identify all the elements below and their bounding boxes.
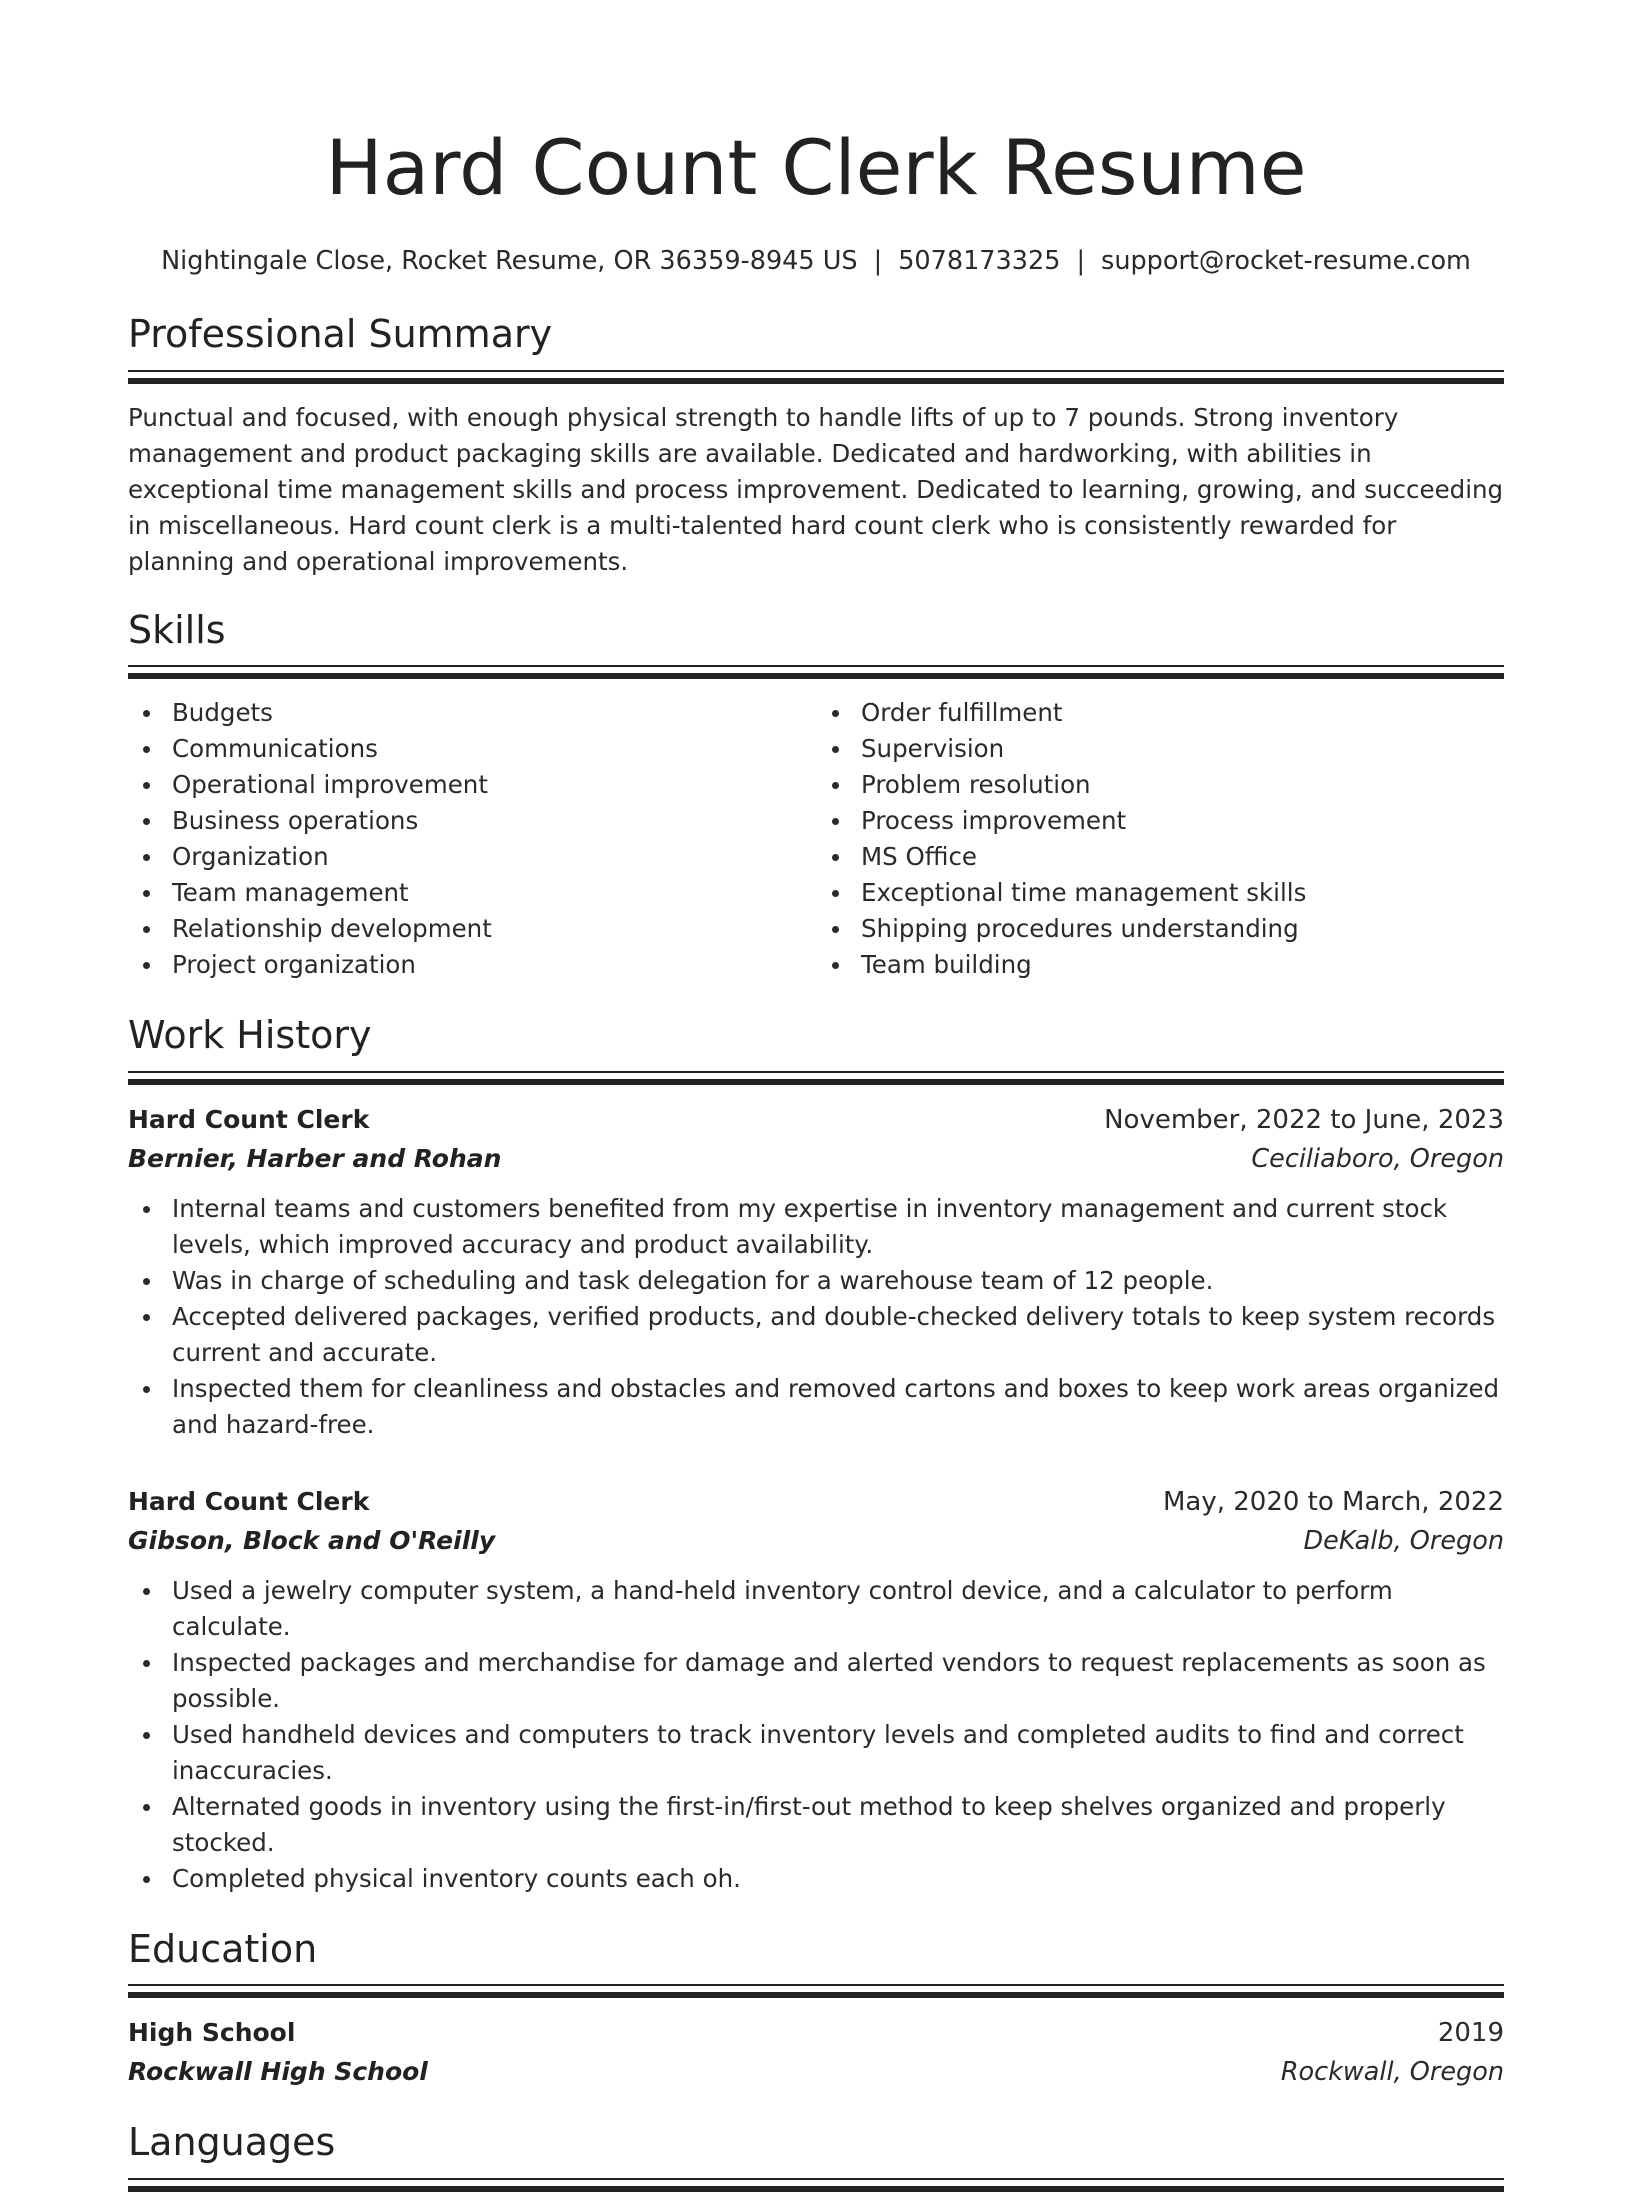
skill-item: Team building [817,947,1504,983]
resume-page [128,0,1504,2192]
education-heading: Education [128,1926,318,1971]
job-bullet: Completed physical inventory counts each oh. [128,1861,1504,1897]
job-bullets [128,1191,1504,1443]
contact-line [128,246,1504,276]
skills-list [128,695,1504,983]
languages-heading: Languages [128,2120,336,2165]
page-title: Hard Count Clerk Resume [325,123,1307,212]
skill-item: Budgets [128,695,815,731]
email-link[interactable]: support@rocket-resume.com [1101,246,1471,276]
summary-heading: Professional Summary [128,312,553,356]
skills-column-right [815,695,1504,983]
work-history-section [128,1013,1504,1897]
graduation-year: 2019 [1437,2018,1504,2049]
section-divider [128,370,1504,384]
education-header-row [128,2014,1504,2052]
job-bullet: Internal teams and customers benefited from my expertise in inventory management and current stock levels, which improved accuracy and product availability. [128,1191,1504,1263]
skill-item: Shipping procedures understanding [817,911,1504,947]
education-section [128,1927,1504,2093]
skill-item: Communications [128,731,815,767]
skill-item: Problem resolution [817,767,1504,803]
job-header-row [128,1101,1504,1139]
address: Nightingale Close, Rocket Resume, OR 36359-8945 US [161,246,858,276]
job-dates: November, 2022 to June, 2023 [1104,1104,1504,1135]
job-location: DeKalb, Oregon [1303,1525,1504,1556]
work-history-heading: Work History [128,1013,372,1058]
section-divider [128,2178,1504,2192]
company-name: Bernier, Harber and Rohan [128,1143,502,1173]
phone: 5078173325 [898,246,1061,276]
job-header-row [128,1483,1504,1521]
skill-item: Organization [128,839,815,875]
job-bullets [128,1573,1504,1897]
job-bullet: Was in charge of scheduling and task delegation for a warehouse team of 12 people. [128,1263,1504,1299]
skill-item: Exceptional time management skills [817,875,1504,911]
job-entry [128,1101,1504,1443]
summary-text: Punctual and focused, with enough physical strength to handle lifts of up to 7 pounds. Strong inventory management and product packaging skills are available. Dedicated and hardworking, with abilities in exceptional time management skills and process improvement. Dedicated to learning, growing, and succeeding in miscellaneous. Hard count clerk is a multi-talented hard count clerk who is consistently rewarded for planning and operational improvements. [128,402,1504,576]
skill-item: Business operations [128,803,815,839]
company-name: Gibson, Block and O'Reilly [128,1525,496,1555]
education-school-row [128,2052,1504,2092]
job-company-row [128,1139,1504,1179]
education-entry [128,2014,1504,2092]
skills-heading: Skills [128,607,226,652]
section-divider [128,1071,1504,1085]
skill-item: Project organization [128,947,815,983]
job-bullet: Inspected packages and merchandise for damage and alerted vendors to request replacements as soon as possible. [128,1645,1504,1717]
job-company-row [128,1521,1504,1561]
job-location: Ceciliaboro, Oregon [1251,1143,1504,1174]
job-bullet: Accepted delivered packages, verified products, and double-checked delivery totals to keep system records current and accurate. [128,1299,1504,1371]
skill-item: Operational improvement [128,767,815,803]
skill-item: MS Office [817,839,1504,875]
section-divider [128,665,1504,679]
job-bullet: Inspected them for cleanliness and obstacles and removed cartons and boxes to keep work areas organized and hazard-free. [128,1371,1504,1443]
school-location: Rockwall, Oregon [1280,2057,1504,2088]
skills-section [128,608,1504,984]
separator: | [873,246,883,276]
degree: High School [128,2018,296,2048]
job-entry [128,1483,1504,1897]
job-bullet: Used handheld devices and computers to track inventory levels and completed audits to find and correct inaccuracies. [128,1717,1504,1789]
skill-item: Relationship development [128,911,815,947]
skill-item: Team management [128,875,815,911]
skill-item: Process improvement [817,803,1504,839]
job-title: Hard Count Clerk [128,1104,370,1134]
job-title: Hard Count Clerk [128,1486,370,1516]
skills-column-left [128,695,815,983]
languages-section [128,2120,1504,2192]
summary-section [128,312,1504,580]
school-name: Rockwall High School [128,2057,428,2087]
job-dates: May, 2020 to March, 2022 [1162,1486,1504,1517]
separator: | [1076,246,1086,276]
job-bullet: Used a jewelry computer system, a hand-held inventory control device, and a calculator to perform calculate. [128,1573,1504,1645]
skill-item: Supervision [817,731,1504,767]
section-divider [128,1984,1504,1998]
job-bullet: Alternated goods in inventory using the first-in/first-out method to keep shelves organized and properly stocked. [128,1789,1504,1861]
skill-item: Order fulfillment [817,695,1504,731]
